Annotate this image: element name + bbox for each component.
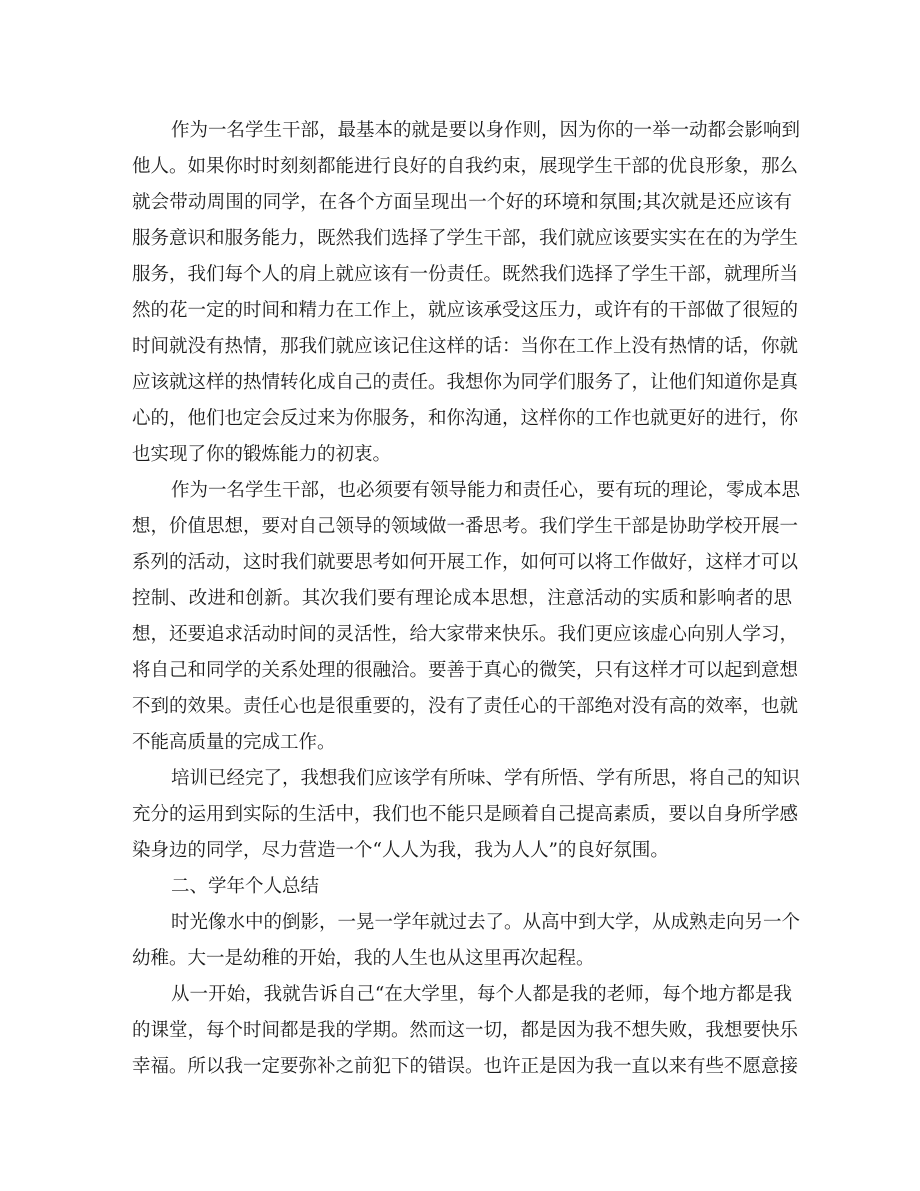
- paragraph-4-line-2: 幼稚。大一是幼稚的开始，我的人生也从这里再次起程。: [132, 948, 595, 969]
- paragraph-1-line-10: 也实现了你的锻炼能力的初衷。: [132, 444, 392, 465]
- paragraph-1-line-1: 作为一名学生干部，最基本的就是要以身作则，因为你的一举一动都会影响到: [171, 120, 801, 141]
- paragraph-3-line-3: 染身边的同学，尽力营造一个“人人为我，我为人人”的良好氛围。: [132, 840, 669, 861]
- paragraph-5-line-3: 幸福。所以我一定要弥补之前犯下的错误。也许正是因为我一直以来有些不愿意接: [132, 1056, 799, 1077]
- paragraph-2-line-2: 想，价值思想，要对自己领导的领域做一番思考。我们学生干部是协助学校开展一: [132, 516, 799, 537]
- paragraph-2-line-8: 不能高质量的完成工作。: [132, 732, 336, 753]
- paragraph-1-line-4: 服务意识和服务能力，既然我们选择了学生干部，我们就应该要实实在在的为学生: [132, 228, 799, 249]
- paragraph-3-line-2: 充分的运用到实际的生活中，我们也不能只是顾着自己提高素质，要以自身所学感: [132, 804, 799, 825]
- paragraph-2-line-5: 想，还要追求活动时间的灵活性，给大家带来快乐。我们更应该虚心向别人学习，: [132, 624, 799, 645]
- paragraph-5-line-1: 从一开始，我就告诉自己“在大学里，每个人都是我的老师，每个地方都是我: [171, 984, 792, 1005]
- paragraph-1-line-9: 心的，他们也定会反过来为你服务，和你沟通，这样你的工作也就更好的进行，你: [132, 408, 799, 429]
- paragraph-2-line-7: 不到的效果。责任心也是很重要的，没有了责任心的干部绝对没有高的效率，也就: [132, 696, 799, 717]
- paragraph-2-line-1: 作为一名学生干部，也必须要有领导能力和责任心，要有玩的理论，零成本思: [171, 480, 801, 501]
- paragraph-4-line-1: 时光像水中的倒影，一晃一学年就过去了。从高中到大学，从成熟走向另一个: [171, 912, 801, 933]
- paragraph-2-line-6: 将自己和同学的关系处理的很融洽。要善于真心的微笑，只有这样才可以起到意想: [132, 660, 799, 681]
- paragraph-1-line-6: 然的花一定的时间和精力在工作上，就应该承受这压力，或许有的干部做了很短的: [132, 300, 799, 321]
- paragraph-5-line-2: 的课堂，每个时间都是我的学期。然而这一切，都是因为我不想失败，我想要快乐: [132, 1020, 799, 1041]
- paragraph-3-line-1: 培训已经完了，我想我们应该学有所味、学有所悟、学有所思，将自己的知识: [171, 768, 801, 789]
- paragraph-2-line-4: 控制、改进和创新。其次我们要有理论成本思想，注意活动的实质和影响者的思: [132, 588, 792, 609]
- section-heading: 二、学年个人总结: [171, 876, 320, 897]
- paragraph-1-line-5: 服务，我们每个人的肩上就应该有一份责任。既然我们选择了学生干部，就理所当: [132, 264, 799, 285]
- paragraph-2-line-3: 系列的活动，这时我们就要思考如何开展工作，如何可以将工作做好，这样才可以: [132, 552, 799, 573]
- paragraph-1-line-8: 应该就这样的热情转化成自己的责任。我想你为同学们服务了，让他们知道你是真: [132, 372, 799, 393]
- paragraph-1-line-2: 他人。如果你时时刻刻都能进行良好的自我约束，展现学生干部的优良形象，那么: [132, 156, 799, 177]
- paragraph-1-line-3: 就会带动周围的同学，在各个方面呈现出一个好的环境和氛围;其次就是还应该有: [132, 192, 792, 213]
- paragraph-1-line-7: 时间就没有热情，那我们就应该记住这样的话：当你在工作上没有热情的话，你就: [132, 336, 799, 357]
